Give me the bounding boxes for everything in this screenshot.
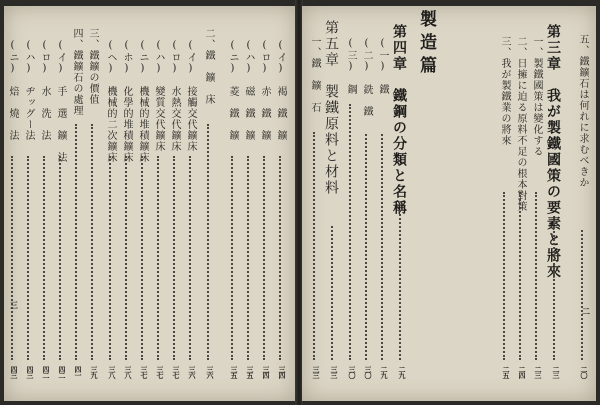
entry-label: (二) 銑 鐵: [361, 38, 372, 117]
toc-entry: [84, 6, 100, 401]
toc-entry: [496, 6, 512, 401]
chapter-title: 第四章 鐵鋼の分類と名稱: [391, 24, 407, 216]
dot-leader: [173, 156, 175, 360]
toc-entry: [416, 6, 436, 401]
dot-leader: [263, 156, 265, 360]
entry-label: (一) 鐵: [377, 38, 388, 95]
dot-leader: [313, 132, 315, 360]
entry-label: 四、鐵鑛石の處理: [71, 28, 82, 116]
entry-label: 一、製鐵國策は變化する: [531, 36, 542, 157]
entry-label: (イ) 褐 鐵 鑛: [275, 40, 286, 141]
toc-entry: [546, 6, 562, 401]
entry-label: (ハ) 磁 鐵 鑛: [243, 40, 254, 141]
page-number: 三〇: [364, 366, 372, 378]
left-folio: 三: [10, 301, 18, 310]
toc-entry: [224, 6, 240, 401]
toc-entry: [182, 6, 198, 401]
page-number: 二三: [552, 366, 560, 378]
page-number: 三四: [262, 366, 270, 378]
toc-entry: [574, 6, 590, 401]
page-number: 三八: [124, 366, 132, 378]
toc-entry: [166, 6, 182, 401]
part-title: 製造篇: [416, 10, 436, 79]
dot-leader: [43, 156, 45, 360]
dot-leader: [365, 134, 367, 360]
entry-label: (イ) 手 選 鑛 法: [55, 40, 66, 163]
page-number: 三六: [206, 366, 214, 378]
page-number: 三三: [330, 366, 338, 378]
dot-leader: [75, 124, 77, 360]
toc-entry: [528, 6, 544, 401]
toc-entry: [324, 6, 340, 401]
toc-entry: [256, 6, 272, 401]
entry-label: (三) 鋼: [345, 38, 356, 95]
entry-label: 五、鐵鑛石は何れに求むべきか: [577, 34, 588, 188]
dot-leader: [125, 156, 127, 360]
right-folio: 二: [582, 307, 590, 316]
entry-label: 三、鐵鑛の價值: [87, 28, 98, 105]
page-number: 二五: [502, 366, 510, 378]
dot-leader: [59, 156, 61, 360]
page-number: 三八: [108, 366, 116, 378]
page-number: 三七: [140, 366, 148, 378]
dot-leader: [189, 156, 191, 360]
page-number: 三五: [246, 366, 254, 378]
dot-leader: [141, 156, 143, 360]
dot-leader: [331, 226, 333, 360]
dot-leader: [27, 156, 29, 360]
dot-leader: [231, 156, 233, 360]
page-number: 四三: [10, 366, 18, 378]
toc-entry: [36, 6, 52, 401]
entry-label: (ニ) 機械的堆積鑛床: [137, 40, 148, 163]
toc-entry: [134, 6, 150, 401]
dot-leader: [11, 156, 13, 360]
entry-label: (ロ) 赤 鐵 鑛: [259, 40, 270, 141]
entry-label: 二、鐵 鑛 床: [203, 28, 214, 105]
page-number: 二四: [518, 366, 526, 378]
entry-label: (ヘ) 機械的二次鑛床: [105, 40, 116, 163]
page-number: 二〇: [580, 366, 588, 378]
dot-leader: [157, 156, 159, 360]
page-number: 三〇: [348, 366, 356, 378]
page-number: 三七: [156, 366, 164, 378]
toc-entry: [240, 6, 256, 401]
toc-entry: [20, 6, 36, 401]
page-number: 二九: [380, 366, 388, 378]
entry-label: (ニ) 菱 鐵 鑛: [227, 40, 238, 141]
entry-label: (イ) 接觸交代鑛床: [185, 40, 196, 152]
page-number: 四二: [42, 366, 50, 378]
chapter-title: 第三章 我が製鐵國策の要素と將來: [545, 24, 561, 280]
page-number: 三四: [278, 366, 286, 378]
page-number: 四二: [58, 366, 66, 378]
page-number: 二九: [398, 366, 406, 378]
toc-entry: [200, 6, 216, 401]
entry-label: 一、鐵 鑛 石: [309, 36, 320, 113]
entry-label: (ハ) ヂッグー法: [23, 40, 34, 141]
dot-leader: [381, 134, 383, 360]
toc-entry: [392, 6, 408, 401]
entry-label: (ニ) 焙 燒 法: [7, 40, 18, 141]
toc-entry: [358, 6, 374, 401]
page-number: 二三: [534, 366, 542, 378]
dot-leader: [279, 156, 281, 360]
toc-entry: [102, 6, 118, 401]
toc-entry: [272, 6, 288, 401]
entry-label: (ロ) 水熱交代鑛床: [169, 40, 180, 152]
toc-entry: [118, 6, 134, 401]
dot-leader: [207, 124, 209, 360]
entry-label: (ロ) 水 洗 法: [39, 40, 50, 141]
dot-leader: [349, 104, 351, 360]
entry-label: 二、日擁に迫る原料不足の根本對策: [515, 36, 526, 212]
dot-leader: [247, 156, 249, 360]
entry-label: (ホ) 化學的堆積鑛床: [121, 40, 132, 163]
dot-leader: [553, 220, 555, 360]
right-page: [302, 6, 596, 401]
dot-leader: [91, 124, 93, 360]
toc-entry: [52, 6, 68, 401]
dot-leader: [519, 192, 521, 360]
dot-leader: [109, 156, 111, 360]
page-number: 四一: [74, 366, 82, 378]
left-page: [4, 6, 296, 401]
toc-entry: [342, 6, 358, 401]
page-number: 四三: [26, 366, 34, 378]
dot-leader: [535, 192, 537, 360]
dot-leader: [581, 230, 583, 360]
dot-leader: [503, 192, 505, 360]
toc-entry: [150, 6, 166, 401]
page-number: 三三: [312, 366, 320, 378]
dot-leader: [399, 210, 401, 360]
toc-entry: [512, 6, 528, 401]
toc-entry: [306, 6, 322, 401]
page-number: 三九: [90, 366, 98, 378]
page-number: 三六: [188, 366, 196, 378]
page-number: 三五: [230, 366, 238, 378]
toc-entry: [374, 6, 390, 401]
chapter-title: 第五章 製鐵原料と材料: [323, 20, 339, 196]
toc-entry: [68, 6, 84, 401]
entry-label: 三、我が製鐵業の將來: [499, 36, 510, 146]
toc-entry: [4, 6, 20, 401]
page-number: 三七: [172, 366, 180, 378]
entry-label: (ハ) 變質交代鑛床: [153, 40, 164, 152]
